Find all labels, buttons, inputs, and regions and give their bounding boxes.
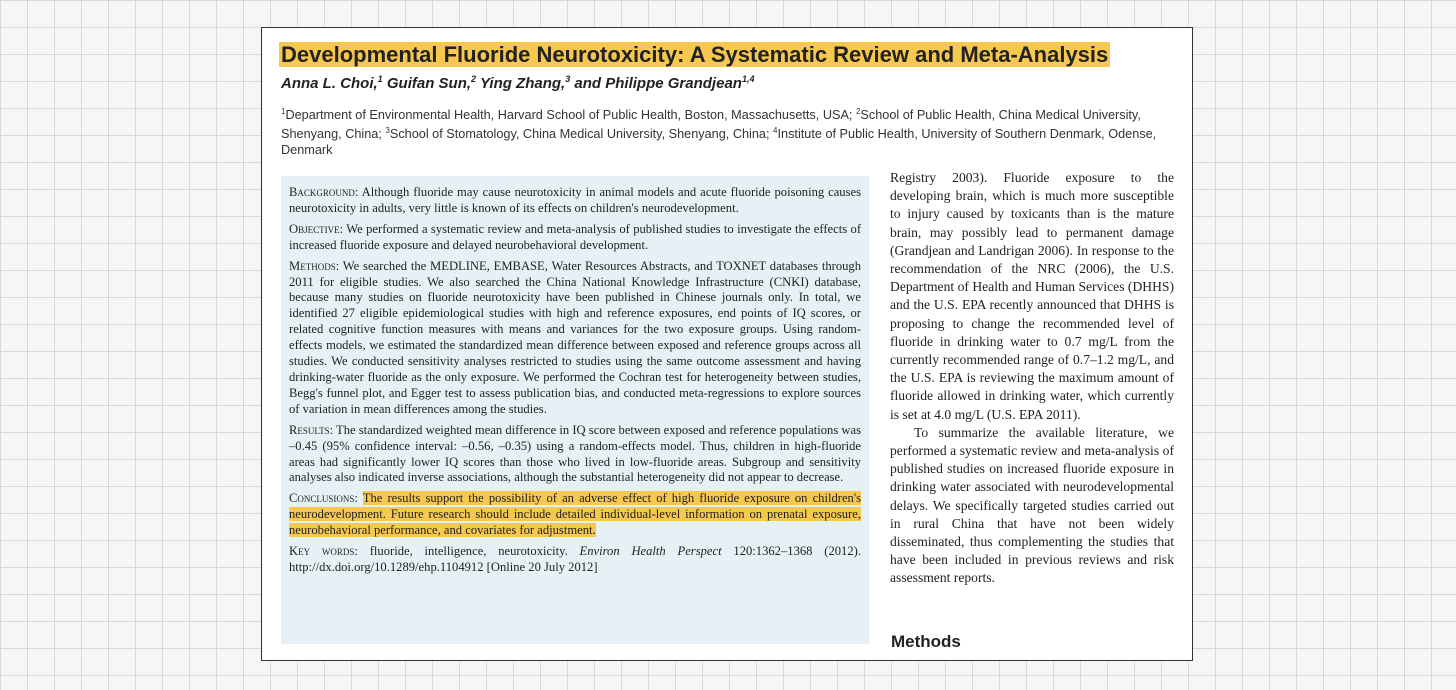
section-text: We performed a systematic review and meta-analysis of published studies to investigate the effects of increased fluoride exposure and delayed neurobehavioral development. <box>289 221 862 252</box>
section-label: Results: <box>289 422 334 437</box>
section-label: Conclusions: <box>289 491 358 506</box>
author-list <box>281 74 754 92</box>
affiliations <box>281 104 1181 158</box>
abstract-results <box>289 423 861 487</box>
keywords-text: fluoride, intelligence, neurotoxicity. <box>369 544 568 559</box>
abstract-conclusions <box>289 491 861 539</box>
abstract-box <box>281 176 869 644</box>
author-name: Ying Zhang, <box>479 75 566 92</box>
title-highlight: Developmental Fluoride Neurotoxicity: A Systematic Review and Meta-Analysis <box>281 42 1109 67</box>
affil-text: Institute of Public Health, University of Southern Denmark, Odense, Denmark <box>281 127 1157 158</box>
affil-mark: 3 <box>385 126 390 136</box>
abstract-methods <box>289 259 861 418</box>
section-label: Methods: <box>289 258 340 273</box>
paper-page <box>261 27 1193 661</box>
body-paragraph: Registry 2003). Fluoride exposure to the developing brain, which is much more susceptible to injury caused by toxicants than is the mature brain, may possibly lead to permanent damage (Grandjean and Landrigan 2006). In response to the recommendation of the NRC (2006), the U.S. Department of Health and Human Services (DHHS) and the U.S. EPA recently announced that DHHS is proposing to change the recommended level of fluoride in drinking water to 0.7 mg/L from the currently recommended range of 0.7–1.2 mg/L, and the U.S. EPA is reviewing the maximum amount of fluoride allowed in drinking water, which currently is set at 4.0 mg/L (U.S. EPA 2011). <box>890 170 1174 422</box>
author-name: and Philippe Grandjean <box>574 75 742 92</box>
affil-mark: 2 <box>855 107 861 116</box>
author-name: Guifan Sun, <box>386 75 472 92</box>
section-text: Although fluoride may cause neurotoxicity in animal models and acute fluoride poisoning causes neurotoxicity in adults, very little is known of its effects on children's neurodevelopment. <box>289 185 861 215</box>
section-label: Background: <box>289 185 359 199</box>
journal-name: Environ Health Perspect <box>579 544 722 559</box>
affil-text: School of Public Health, China Medical University, Shenyang, China; <box>281 108 1141 142</box>
abstract-objective <box>289 222 861 254</box>
body-column <box>890 169 1174 588</box>
author-name: Anna L. Choi, <box>281 75 378 92</box>
methods-heading: Methods <box>891 632 961 651</box>
body-paragraph: To summarize the available literature, we performed a systematic review and meta-analysis of published studies on increased fluoride exposure in drinking water associated with neurodevelopmental delays. We specifically targeted studies carried out in rural China that have not been widely disseminated, thus complementing the studies that have been included in previous reviews and risk assessment reports. <box>890 424 1174 586</box>
author-affil-mark: 3 <box>565 74 571 84</box>
section-label: Objective: <box>289 221 344 236</box>
affil-text: Department of Environmental Health, Harvard School of Public Health, Boston, Massachusetts, USA; <box>285 108 853 123</box>
conclusions-highlight: The results support the possibility of an adverse effect of high fluoride exposure on children's neurodevelopment. Future research should include detailed individual-level information on prenatal exposure, neurobehavioral performance, and covariates for adjustment. <box>289 491 862 538</box>
section-label: Key words: <box>289 544 358 559</box>
paper-title <box>279 40 1110 70</box>
affil-mark: 1 <box>281 107 286 116</box>
section-text: The standardized weighted mean difference in IQ score between exposed and reference populations was –0.45 (95% confidence interval: –0.56, –0.35) using a random-effects model. Thus, children in high-fluoride areas had significantly lower IQ scores than those who lived in low-fluoride areas. Subgroup and sensitivity analyses also indicated inverse associations, although the substantial heterogeneity did not appear to decrease. <box>289 422 861 485</box>
section-text: We searched the MEDLINE, EMBASE, Water Resources Abstracts, and TOXNET databases through 2011 for eligible studies. We also searched the China National Knowledge Infrastructure (CNKI) database, because many studies on fluoride neurotoxicity have been published in Chinese journals only. In total, we identified 27 eligible epidemiological studies with high and reference exposures, end points of IQ scores, or related cognitive function measures with means and variances for the two exposure groups. Using random-effects models, we estimated the standardized mean difference between exposed and reference groups across all studies. We conducted sensitivity analyses restricted to studies using the same outcome assessment and having drinking-water fluoride as the only exposure. We performed the Cochran test for heterogeneity between studies, Begg's funnel plot, and Egger test to assess publication bias, and conducted meta-regressions to explore sources of variation in mean differences among the studies. <box>289 258 862 416</box>
affil-mark: 4 <box>773 126 778 136</box>
author-affil-mark: 1,4 <box>741 74 755 84</box>
author-affil-mark: 1 <box>377 74 383 84</box>
abstract-keywords <box>289 544 861 576</box>
affil-text: School of Stomatology, China Medical University, Shenyang, China; <box>389 127 770 142</box>
abstract-background <box>289 185 861 217</box>
author-affil-mark: 2 <box>471 74 477 84</box>
citation-text: 120:1362–1368 (2012). http://dx.doi.org/10.1289/ehp.1104912 [Online 20 July 2012] <box>289 544 861 574</box>
